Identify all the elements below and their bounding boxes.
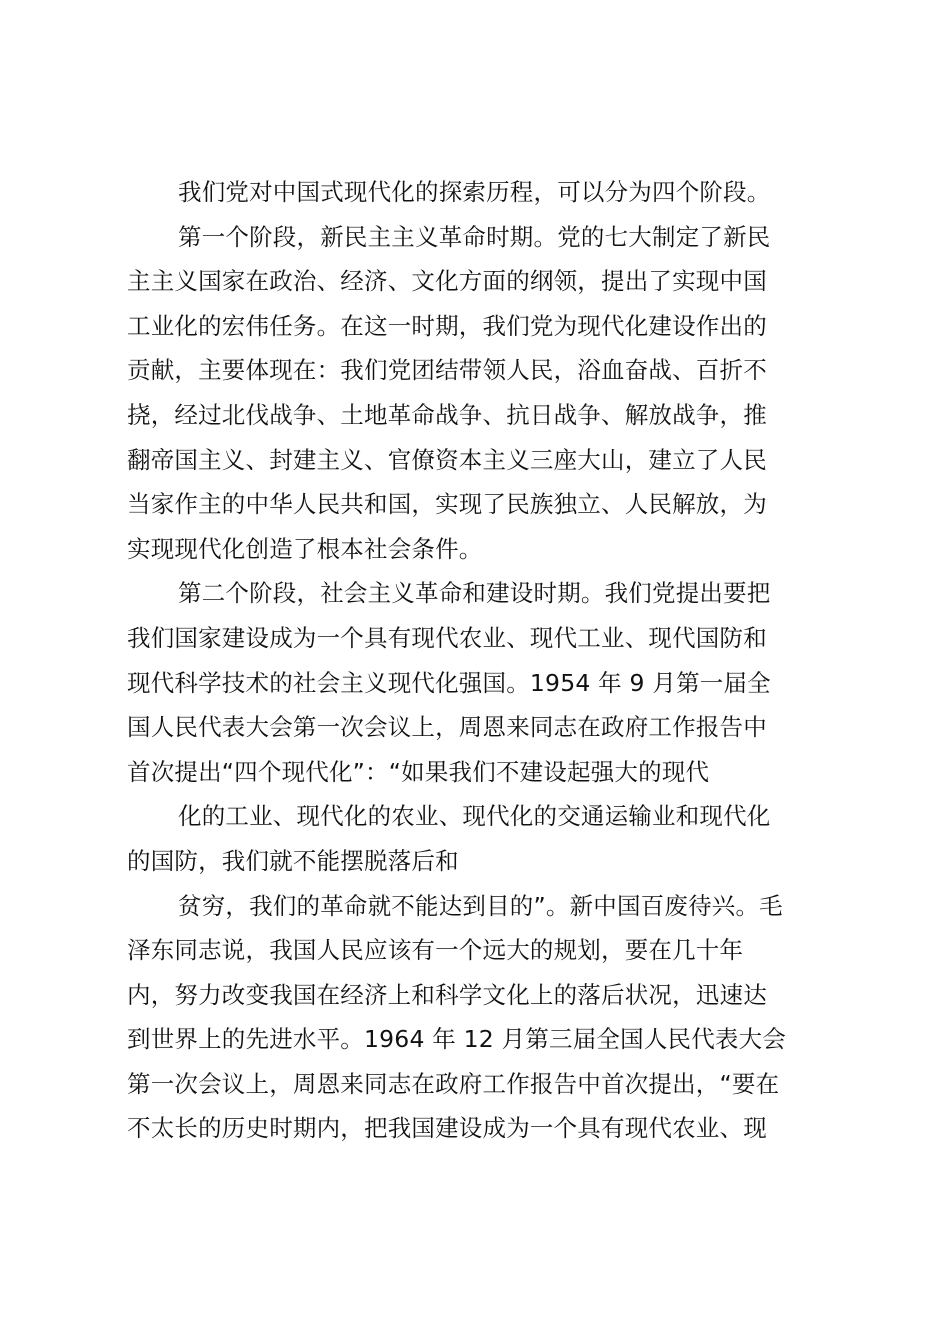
text-line: 我们党对中国式现代化的探索历程，可以分为四个阶段。 — [178, 178, 771, 206]
text-line: 首次提出“四个现代化”：“如果我们不建设起强大的现代 — [127, 757, 710, 786]
text-line: 翻帝国主义、封建主义、官僚资本主义三座大山，建立了人民 — [127, 445, 767, 474]
text-line: 内，努力改变我国在经济上和科学文化上的落后状况，迅速达 — [127, 980, 767, 1009]
text-line: 化的工业、现代化的农业、现代化的交通运输业和现代化 — [178, 802, 771, 831]
text-line: 我们国家建设成为一个具有现代农业、现代工业、现代国防和 — [127, 623, 767, 652]
text-line: 第二个阶段，社会主义革命和建设时期。我们党提出要把 — [178, 579, 771, 608]
text-line: 现代科学技术的社会主义现代化强国。1954 年 9 月第一届全 — [127, 668, 771, 697]
text-line: 贡献，主要体现在：我们党团结带领人民，浴血奋战、百折不 — [127, 356, 767, 385]
text-line: 第一次会议上，周恩来同志在政府工作报告中首次提出，“要在 — [127, 1069, 780, 1098]
text-line: 的国防，我们就不能摆脱落后和 — [127, 846, 459, 875]
text-line: 国人民代表大会第一次会议上，周恩来同志在政府工作报告中 — [127, 713, 767, 742]
text-line: 到世界上的先进水平。1964 年 12 月第三届全国人民代表大会 — [127, 1025, 787, 1054]
text-line: 不太长的历史时期内，把我国建设成为一个具有现代农业、现 — [127, 1114, 767, 1143]
text-line: 工业化的宏伟任务。在这一时期，我们党为现代化建设作出的 — [127, 311, 767, 340]
text-line: 第一个阶段，新民主主义革命时期。党的七大制定了新民 — [178, 222, 771, 251]
text-line: 贫穷，我们的革命就不能达到目的”。新中国百废待兴。毛 — [178, 891, 783, 920]
text-line: 泽东同志说，我国人民应该有一个远大的规划，要在几十年 — [127, 936, 744, 965]
text-line: 挠，经过北伐战争、土地革命战争、抗日战争、解放战争，推 — [127, 400, 767, 429]
text-line: 实现现代化创造了根本社会条件。 — [127, 534, 483, 563]
text-line: 当家作主的中华人民共和国，实现了民族独立、人民解放，为 — [127, 490, 767, 519]
document-body — [127, 170, 827, 1151]
text-line: 主主义国家在政治、经济、文化方面的纲领，提出了实现中国 — [127, 267, 767, 296]
